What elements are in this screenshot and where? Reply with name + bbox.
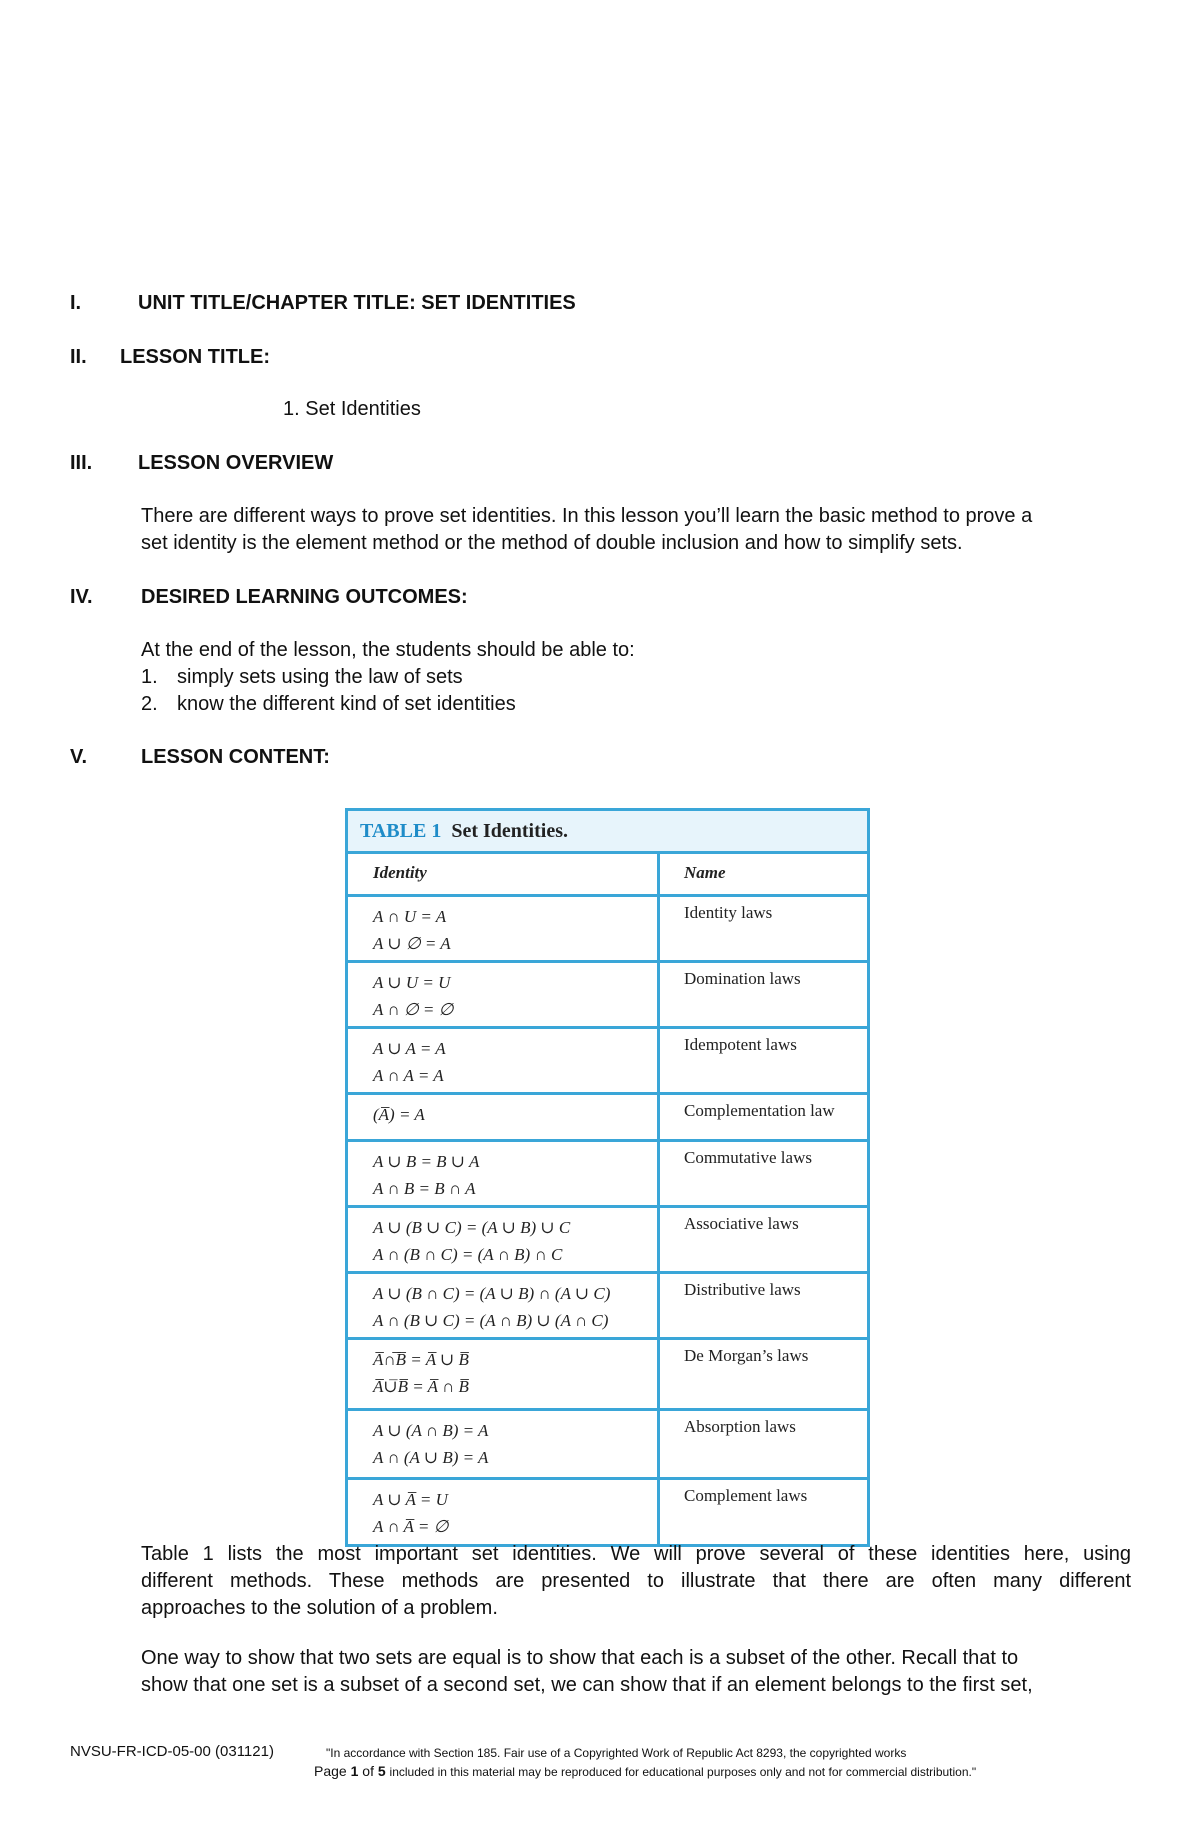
outcomes-intro: At the end of the lesson, the students should be able to: <box>141 639 635 661</box>
section-title-4: DESIRED LEARNING OUTCOMES: <box>141 586 468 608</box>
paragraph-2-line-1: One way to show that two sets are equal is to show that each is a subset of the other. Recall that to <box>141 1647 1019 1669</box>
section-number-3: III. <box>70 452 93 474</box>
identity-line: A ∪ B = B ∪ A <box>373 1152 480 1171</box>
law-name: Commutative laws <box>684 1148 812 1167</box>
table-row <box>348 1208 867 1274</box>
law-name: Complement laws <box>684 1486 808 1505</box>
law-name: Identity laws <box>684 903 773 922</box>
identity-line: A ∩ (A ∪ B) = A <box>373 1448 489 1467</box>
outcome-item <box>141 664 1141 691</box>
outcome-number: 1. <box>141 666 158 688</box>
section-title-5: LESSON CONTENT: <box>141 746 330 768</box>
identity-line: A ∪ A = A <box>373 1039 446 1058</box>
outcomes-list <box>141 637 1141 718</box>
page-total: 5 <box>377 1763 386 1779</box>
overview-paragraph <box>141 503 1141 557</box>
identity-cell <box>348 1480 660 1544</box>
table-row <box>348 963 867 1029</box>
identity-cell <box>348 1029 660 1092</box>
law-name: Associative laws <box>684 1214 799 1233</box>
section-title-1: UNIT TITLE/CHAPTER TITLE: SET IDENTITIES <box>138 292 576 314</box>
footer-form-code: NVSU-FR-ICD-05-00 (031121) <box>70 1743 274 1760</box>
law-name: Domination laws <box>684 969 801 988</box>
paragraph-1-line-3: approaches to the solution of a problem. <box>141 1597 498 1619</box>
set-identities-table <box>345 808 870 1547</box>
paragraph-1 <box>141 1541 1131 1595</box>
identity-line: A ∪ A̅ = U <box>373 1490 448 1509</box>
section-number-5: V. <box>70 746 88 768</box>
table-row <box>348 1142 867 1208</box>
identity-line: A ∩ A = A <box>373 1066 444 1085</box>
law-name: De Morgan’s laws <box>684 1346 809 1365</box>
table-row <box>348 897 867 963</box>
table-title: Set Identities. <box>451 819 568 842</box>
footer-notice-2: included in this material may be reproduced for educational purposes only and not for commercial distribution." <box>389 1765 977 1779</box>
identity-line: A̅∪̅B̅ = A̅ ∩ B̅ <box>373 1377 469 1396</box>
table-row <box>348 1095 867 1142</box>
outcome-number: 2. <box>141 693 158 715</box>
identity-cell <box>348 1142 660 1205</box>
section-number-2: II. <box>70 346 87 368</box>
paragraph-2 <box>141 1645 1141 1699</box>
lesson-title-item: 1. Set Identities <box>283 398 421 420</box>
page-number: 1 <box>350 1763 359 1779</box>
table-row <box>348 1340 867 1411</box>
table-caption <box>348 811 867 854</box>
identity-cell <box>348 1411 660 1477</box>
table-label: TABLE 1 <box>360 819 442 842</box>
page-word: Page <box>314 1763 347 1779</box>
identity-line: A ∩ (B ∪ C) = (A ∩ B) ∪ (A ∩ C) <box>373 1311 609 1330</box>
overview-line-2: set identity is the element method or the method of double inclusion and how to simplify sets. <box>141 532 963 554</box>
footer-page-line <box>314 1763 976 1779</box>
law-name: Absorption laws <box>684 1417 796 1436</box>
section-number-4: IV. <box>70 586 93 608</box>
table-row <box>348 1411 867 1480</box>
identity-line: A ∪ ∅ = A <box>373 934 451 953</box>
table-row <box>348 1029 867 1095</box>
identity-cell <box>348 963 660 1026</box>
paragraph-1-line-1: Table 1 lists the most important set identities. We will prove several of these identities here, using <box>141 1543 1131 1565</box>
header-name: Name <box>684 863 726 882</box>
identity-line: A ∪ (A ∩ B) = A <box>373 1421 489 1440</box>
section-title-2: LESSON TITLE: <box>120 346 270 368</box>
identity-line: A ∩ ∅ = ∅ <box>373 1000 454 1019</box>
law-name: Idempotent laws <box>684 1035 797 1054</box>
identity-line: A̅∩̅B̅ = A̅ ∪ B̅ <box>373 1350 469 1369</box>
of-word: of <box>362 1763 374 1779</box>
identity-line: A ∪ U = U <box>373 973 451 992</box>
paragraph-2-line-2: show that one set is a subset of a second set, we can show that if an element belongs to the first set, <box>141 1674 1033 1696</box>
identity-cell <box>348 1274 660 1337</box>
identity-line: A ∩ A̅ = ∅ <box>373 1517 449 1536</box>
law-name: Distributive laws <box>684 1280 801 1299</box>
outcome-text: know the different kind of set identities <box>177 693 516 715</box>
outcome-item <box>141 691 1141 718</box>
identity-line: A ∩ (B ∩ C) = (A ∩ B) ∩ C <box>373 1245 563 1264</box>
table-header-row <box>348 854 867 897</box>
section-number-1: I. <box>70 292 82 314</box>
identity-line: (A̅) = A <box>373 1105 425 1124</box>
identity-cell <box>348 897 660 960</box>
section-title-3: LESSON OVERVIEW <box>138 452 334 474</box>
paragraph-1-line-2: different methods. These methods are presented to illustrate that there are often many different <box>141 1570 1131 1592</box>
footer-notice-1: "In accordance with Section 185. Fair use of a Copyrighted Work of Republic Act 8293, the copyrighted works <box>326 1746 907 1760</box>
identity-cell <box>348 1095 660 1139</box>
header-identity: Identity <box>348 854 660 894</box>
identity-cell <box>348 1340 660 1408</box>
identity-cell <box>348 1208 660 1271</box>
outcome-text: simply sets using the law of sets <box>177 666 463 688</box>
table-row <box>348 1274 867 1340</box>
law-name: Complementation law <box>684 1101 835 1120</box>
identity-line: A ∪ (B ∪ C) = (A ∪ B) ∪ C <box>373 1218 571 1237</box>
identity-line: A ∩ U = A <box>373 907 447 926</box>
identity-line: A ∩ B = B ∩ A <box>373 1179 476 1198</box>
overview-line-1: There are different ways to prove set identities. In this lesson you’ll learn the basic method to prove a <box>141 505 1033 527</box>
table-row <box>348 1480 867 1544</box>
identity-line: A ∪ (B ∩ C) = (A ∪ B) ∩ (A ∪ C) <box>373 1284 611 1303</box>
